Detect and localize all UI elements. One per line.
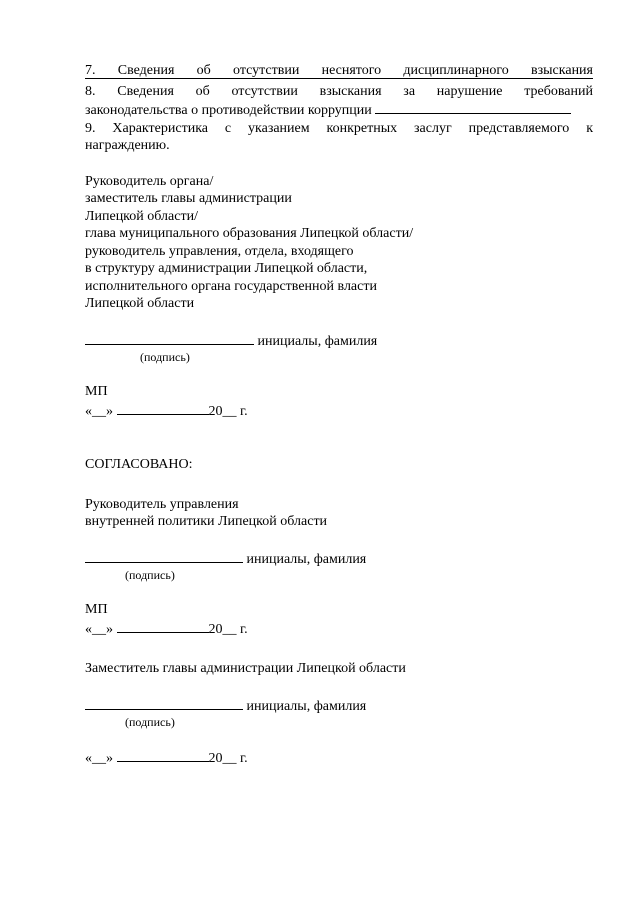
approval-title: СОГЛАСОВАНО: [85, 457, 193, 472]
head-signer-line: исполнительного органа государственной власти [85, 278, 377, 294]
approval-signer1-signature-row [85, 549, 593, 569]
approval-signer2-date-row [85, 748, 593, 768]
item-8-line2 [85, 100, 593, 120]
head-signature-row [85, 331, 593, 351]
head-date-row [85, 401, 593, 421]
item-9-text-line1: 9. Характеристика с указанием конкретных заслуг представляемого к [85, 120, 593, 136]
item-8-text-line1: 8. Сведения об отсутствии взыскания за нарушение требований [85, 83, 593, 99]
approval-signer2-suffix: инициалы, фамилия [246, 698, 367, 714]
head-signer-line: Липецкой области/ [85, 208, 198, 224]
approval-signer1-date-day: «__» [85, 621, 113, 637]
item-8-blank-line [375, 100, 571, 114]
approval-signer2-caption: (подпись) [125, 715, 175, 729]
approval-signer1-caption: (подпись) [125, 568, 175, 582]
item-9-text-line2: награждению. [85, 138, 170, 153]
head-signer-line: в структуру администрации Липецкой области, [85, 261, 368, 276]
approval-signer1-line: Руководитель управления [85, 496, 239, 512]
head-signer-line: Руководитель органа/ [85, 173, 214, 189]
approval-signer2-date-year: 20__ г. [208, 751, 248, 766]
item-8-text-line2: законодательства о противодействии коррупции [85, 103, 372, 118]
document-page [85, 62, 593, 768]
head-signer-title [85, 173, 593, 313]
head-signer-line: глава муниципального образования Липецкой области/ [85, 226, 414, 241]
approval-signer1-date-month-blank [117, 619, 209, 633]
approval-signer1-signature-blank [85, 549, 243, 563]
approval-signer2-signature-blank [85, 696, 243, 710]
head-date-month-blank [117, 401, 209, 415]
head-signer-line: заместитель главы администрации [85, 191, 292, 206]
approval-signer1-line: внутренней политики Липецкой области [85, 514, 328, 529]
approval-signer1-stamp: МП [85, 602, 108, 617]
head-signature-caption: (подпись) [140, 350, 190, 364]
head-date-year: 20__ г. [208, 403, 248, 419]
approval-signer1-title [85, 496, 593, 531]
approval-signer1-date-year: 20__ г. [208, 621, 248, 637]
approval-signer2-signature-row [85, 696, 593, 716]
approval-signer2-title: Заместитель главы администрации Липецкой области [85, 661, 406, 676]
head-stamp-label: МП [85, 384, 108, 399]
approval-signer1-date-row [85, 619, 593, 639]
head-date-day: «__» [85, 403, 113, 419]
head-signature-blank [85, 331, 254, 345]
head-signature-suffix: инициалы, фамилия [257, 333, 378, 349]
head-signer-line: руководитель управления, отдела, входящего [85, 243, 354, 259]
item-7-text: 7. Сведения об отсутствии неснятого дисциплинарного взыскания [85, 63, 593, 78]
approval-signer1-suffix: инициалы, фамилия [246, 551, 367, 567]
head-signer-line: Липецкой области [85, 296, 195, 311]
approval-signer2-date-day: «__» [85, 751, 113, 766]
approval-signer2-date-month-blank [117, 748, 209, 762]
